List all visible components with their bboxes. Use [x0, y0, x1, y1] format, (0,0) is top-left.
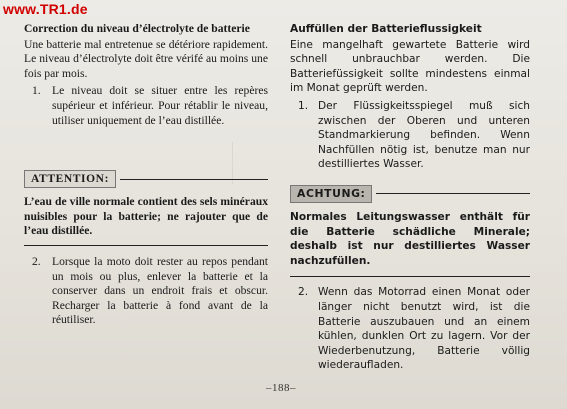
french-warning-header	[24, 168, 268, 190]
german-heading: Auffüllen der Batterieflussigkeit	[290, 23, 482, 35]
german-item-2-text: Wenn das Motorrad einen Monat oder länger nicht benutzt wird, ist die Batterie auszubauen und an einem kühlen, dunklen Ort zu lagern. Vor der Wiederbenutzung, Batterie völlig wiederaufladen.	[318, 286, 530, 372]
french-item-1-text: Le niveau doit se situer entre les repères supérieur et inférieur. Pour rétablir le niveau, utiliser uniquement de l’eau distillée.	[52, 84, 268, 127]
german-item-2	[290, 285, 530, 373]
french-item-1	[24, 84, 268, 128]
german-warning-rule	[376, 193, 530, 194]
page-number: –188–	[266, 382, 296, 394]
french-warning-bottom-rule	[24, 245, 268, 246]
french-column	[24, 22, 268, 328]
french-warning-rule	[120, 179, 268, 180]
french-intro: Une batterie mal entretenue se détériore rapidement. Le niveau d’électrolyte doit être vérifé au moins une fois par mois.	[24, 37, 268, 80]
french-item-1-number: 1.	[32, 84, 41, 98]
site-watermark-label: www.TR1.de	[3, 1, 88, 17]
french-warning-text: L’eau de ville normale contient des sels minéraux nuisibles pour la batterie; ne rajouter que de l’eau distillée.	[24, 195, 268, 238]
german-warning-bottom-rule	[290, 276, 530, 277]
german-item-1	[290, 99, 530, 172]
german-item-1-number: 1.	[298, 99, 309, 112]
french-item-2	[24, 255, 268, 328]
german-item-2-number: 2.	[298, 286, 309, 299]
german-warning-text: Normales Leitungswasser enthält für die Batterie schädliche Minerale; deshalb ist nur destilliertes Wasser nachzufüllen.	[290, 210, 530, 267]
german-intro: Eine mangelhaft gewartete Batterie wird schnell unbrauchbar werden. Die Batteriefüssigkeit sollte mindestens einmal im Monat geprüft werden.	[290, 38, 530, 95]
french-warning-title: ATTENTION:	[24, 170, 116, 189]
french-item-2-text: Lorsque la moto doit rester au repos pendant un mois ou plus, enlever la batterie et la conserver dans un endroit frais et obscur. Recharger la batterie à fond avant de la réutiliser.	[52, 254, 268, 327]
french-item-2-number: 2.	[32, 254, 41, 268]
german-item-1-text: Der Flüssigkeitsspiegel muß sich zwischen der Oberen und unteren Standmarkierung befinden. Wenn Nachfüllen nötig ist, benutze man nur destilliertes Wasser.	[318, 99, 530, 171]
french-heading: Correction du niveau d’électrolyte de batterie	[24, 22, 250, 35]
german-warning-header	[290, 183, 530, 205]
german-column	[290, 22, 530, 373]
german-warning-title: ACHTUNG:	[290, 185, 372, 204]
